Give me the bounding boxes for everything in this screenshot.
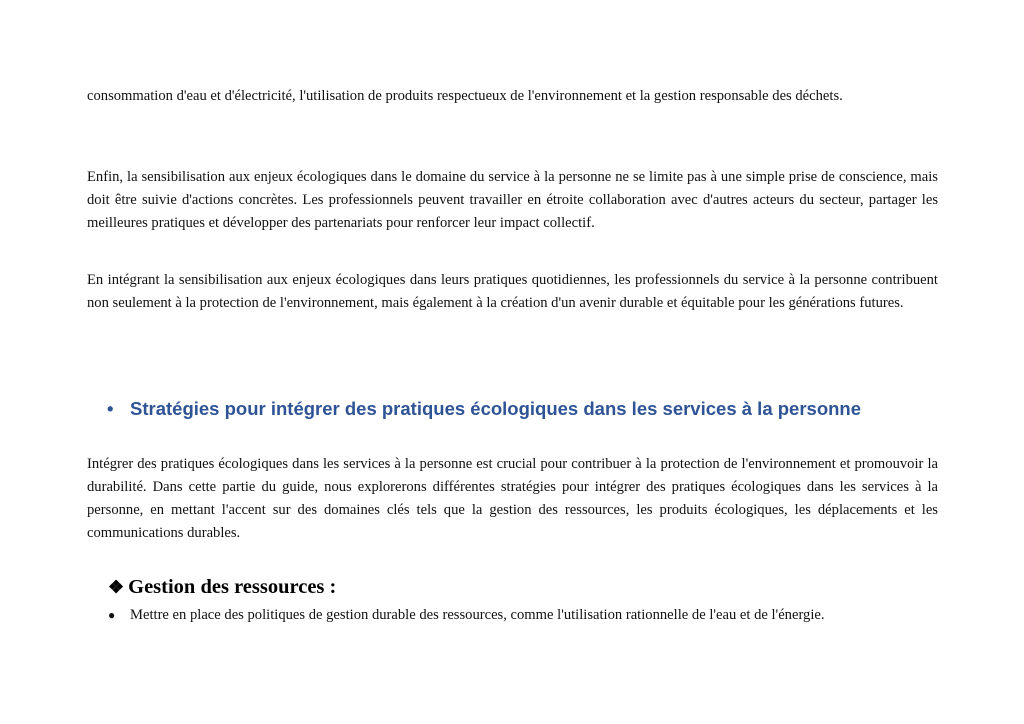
resource-list: [108, 604, 825, 627]
paragraph-strategies: Intégrer des pratiques écologiques dans les services à la personne est crucial pour contribuer à la protection de l'environnement et promouvoir la durabilité. Dans cette partie du guide, nous explorerons différentes stratégies pour intégrer des pratiques écologiques dans les services à la personne, en mettant l'accent sur des domaines clés tels que la gestion des ressources, les produits écologiques, les déplacements et les communications durables.: [87, 456, 938, 541]
paragraph-consumption: consommation d'eau et d'électricité, l'utilisation de produits respectueux de l'environnement et la gestion responsable des déchets.: [87, 88, 843, 104]
bullet-icon: •: [107, 398, 114, 419]
bullet-icon: ●: [108, 608, 116, 622]
subheading-text: Gestion des ressources :: [128, 576, 337, 598]
list-item-text: Mettre en place des politiques de gestion durable des ressources, comme l'utilisation rationnelle de l'eau et de l'énergie.: [130, 607, 825, 623]
paragraph-integration: En intégrant la sensibilisation aux enjeux écologiques dans leurs pratiques quotidiennes, les professionnels du service à la personne contribuent non seulement à la protection de l'environnement, mais également à la création d'un avenir durable et équitable pour les générations futures.: [87, 272, 938, 311]
diamond-bullet-icon: ❖: [108, 577, 125, 597]
subheading: [108, 576, 336, 599]
paragraph-awareness: Enfin, la sensibilisation aux enjeux écologiques dans le domaine du service à la personne ne se limite pas à une simple prise de conscience, mais doit être suivie d'actions concrètes. Les professionnels peuvent travailler en étroite collaboration avec d'autres acteurs du secteur, partager les meilleures pratiques et développer des partenariats pour renforcer leur impact collectif.: [87, 169, 938, 231]
list-item: [108, 604, 825, 627]
section-heading-text: Stratégies pour intégrer des pratiques écologiques dans les services à la personne: [130, 398, 862, 419]
section-heading: [107, 398, 861, 420]
